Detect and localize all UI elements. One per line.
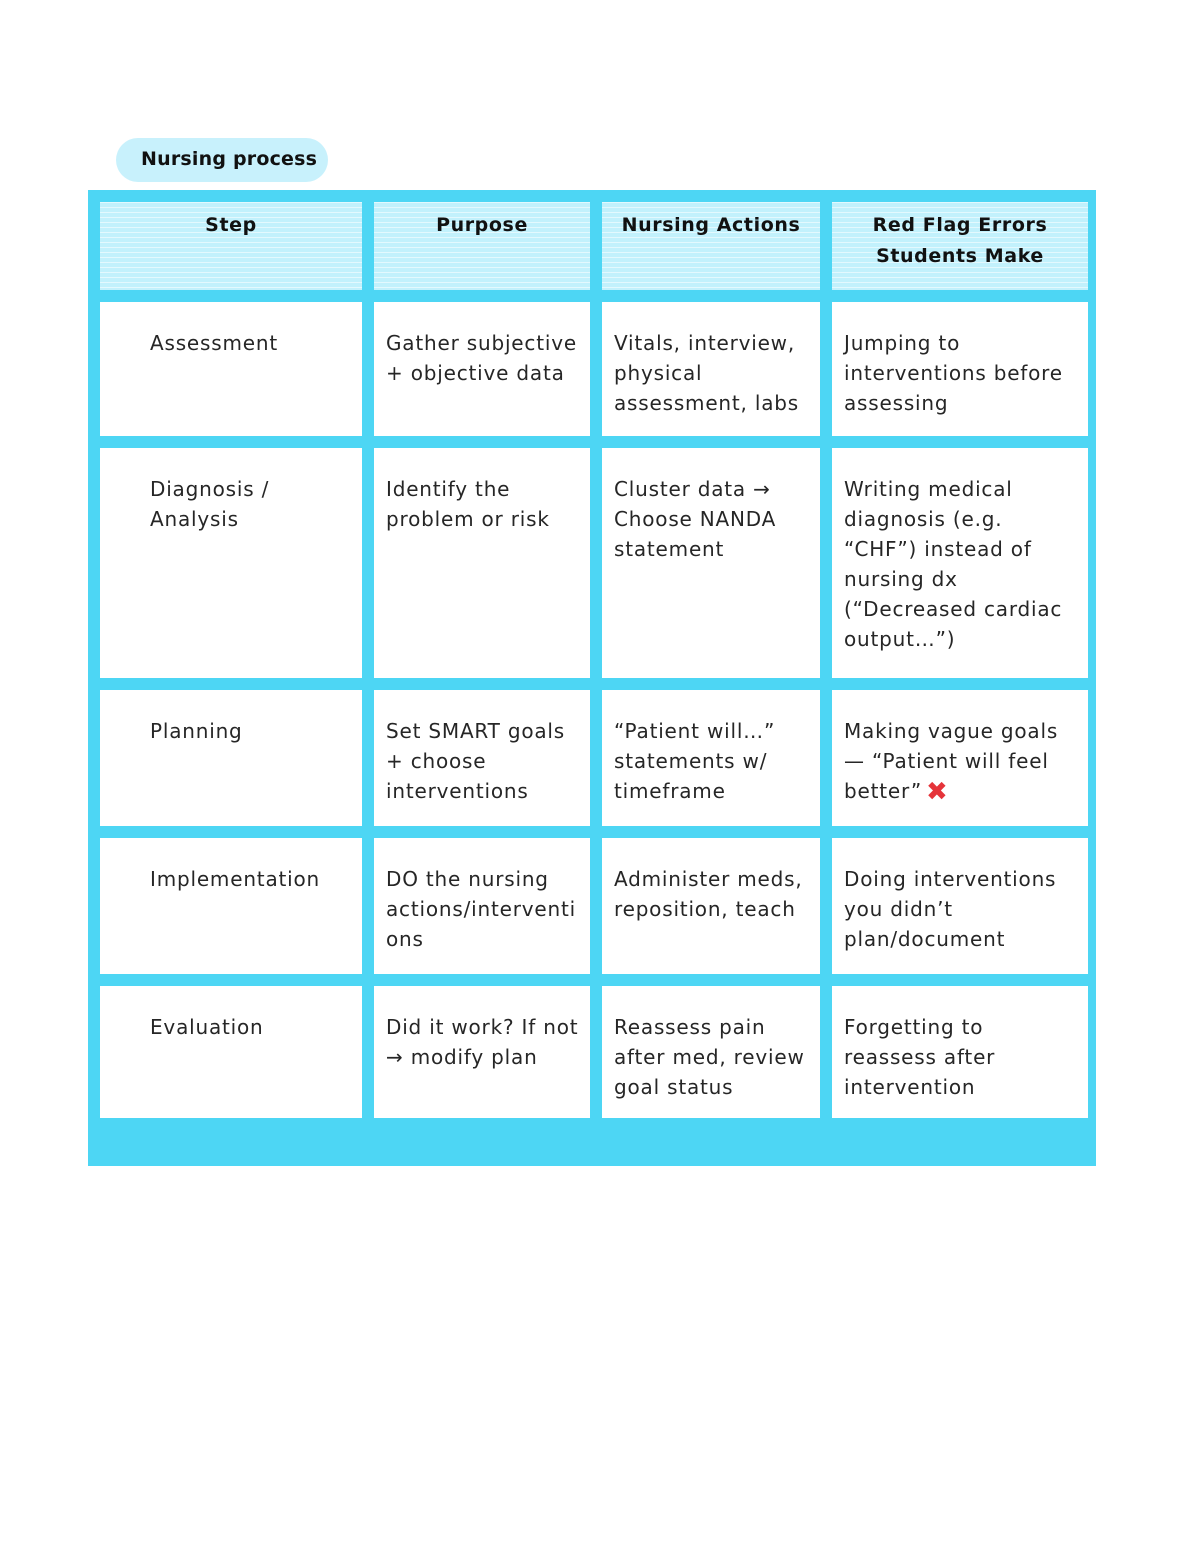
errors-cell: Forgetting to reassess after intervention xyxy=(832,986,1088,1118)
step-cell: Assessment xyxy=(100,302,362,436)
page-title: Nursing process xyxy=(116,138,328,182)
step-cell: Diagnosis / Analysis xyxy=(100,448,362,678)
purpose-cell: Set SMART goals + choose interventions xyxy=(374,690,590,826)
header-step: Step xyxy=(100,202,362,290)
header-purpose: Purpose xyxy=(374,202,590,290)
step-cell: Planning xyxy=(100,690,362,826)
errors-text: Making vague goals — “Patient will feel better” xyxy=(844,719,1059,803)
errors-cell-with-icon xyxy=(832,690,1088,826)
actions-cell: Vitals, interview, physical assessment, labs xyxy=(602,302,820,436)
errors-cell: Doing interventions you didn’t plan/document xyxy=(832,838,1088,974)
header-nursing-actions: Nursing Actions xyxy=(602,202,820,290)
nursing-process-table xyxy=(88,190,1096,1166)
step-cell: Evaluation xyxy=(100,986,362,1118)
purpose-cell: Identify the problem or risk xyxy=(374,448,590,678)
errors-cell: Jumping to interventions before assessing xyxy=(832,302,1088,436)
step-cell: Implementation xyxy=(100,838,362,974)
actions-cell: “Patient will…” statements w/ timeframe xyxy=(602,690,820,826)
purpose-cell: Gather subjective + objective data xyxy=(374,302,590,436)
actions-cell: Reassess pain after med, review goal status xyxy=(602,986,820,1118)
actions-cell: Administer meds, reposition, teach xyxy=(602,838,820,974)
header-red-flag-errors: Red Flag Errors Students Make xyxy=(832,202,1088,290)
cross-mark-icon: ✖ xyxy=(926,777,949,807)
errors-cell: Writing medical diagnosis (e.g. “CHF”) instead of nursing dx (“Decreased cardiac output…”) xyxy=(832,448,1088,678)
purpose-cell: Did it work? If not → modify plan xyxy=(374,986,590,1118)
purpose-cell: DO the nursing actions/interventions xyxy=(374,838,590,974)
actions-cell: Cluster data → Choose NANDA statement xyxy=(602,448,820,678)
